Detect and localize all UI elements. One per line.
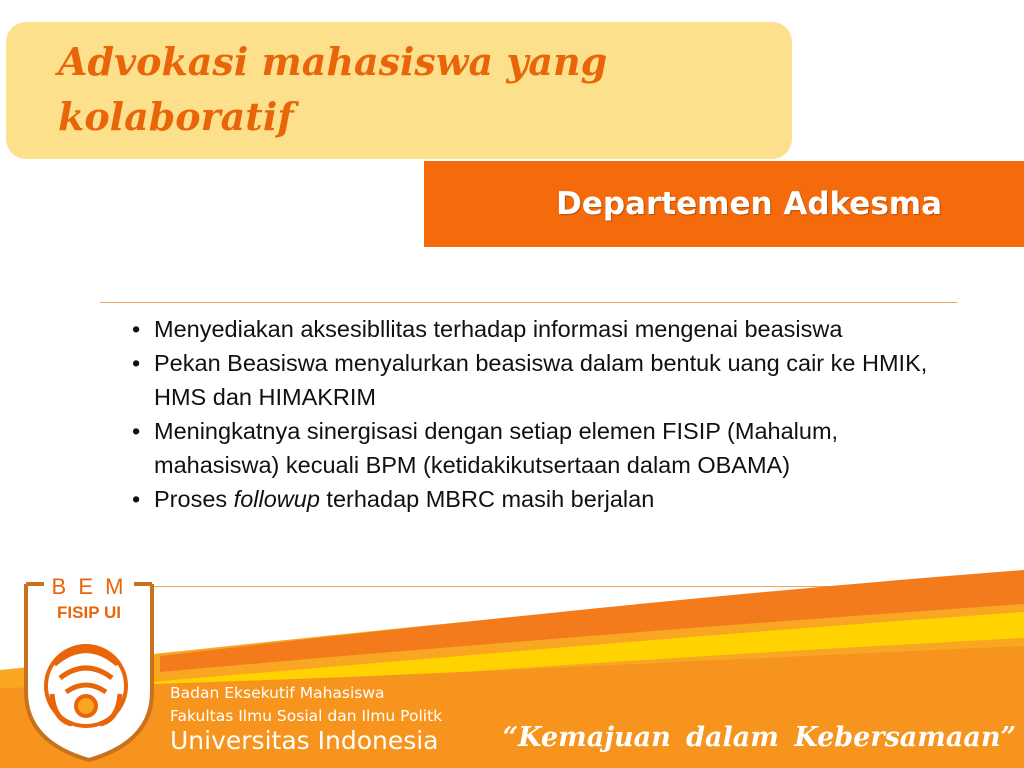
top-divider <box>100 302 957 303</box>
department-label: Departemen Adkesma <box>556 186 942 222</box>
footer-university: Universitas Indonesia <box>170 726 439 755</box>
slide-title <box>58 34 778 144</box>
bullet-text-post: terhadap MBRC masih berjalan <box>319 486 655 512</box>
bullet-text-emphasis: followup <box>233 486 320 512</box>
bullet-text: Meningkatnya sinergisasi dengan setiap elemen FISIP (Mahalum, mahasiswa) kecuali BPM (ketidakikutsertaan dalam OBAMA) <box>154 418 839 478</box>
bullet-item <box>132 482 952 516</box>
bullet-marker: • <box>132 418 141 444</box>
bem-fisip-ui-logo <box>24 574 154 764</box>
bullet-marker: • <box>132 316 141 342</box>
bullet-list <box>132 312 952 516</box>
bullet-text: Menyediakan aksesibllitas terhadap informasi mengenai beasiswa <box>154 316 843 342</box>
makara-emblem-icon <box>46 646 126 726</box>
logo-text-fisip: FISIP UI <box>57 603 121 622</box>
title-line-2: kolaboratif <box>58 94 294 139</box>
slogan: “Kemajuan dalam Kebersamaan” <box>502 722 1016 753</box>
logo-text-bem: B E M <box>51 574 127 599</box>
bullet-item <box>132 312 952 346</box>
footer-org-name: Badan Eksekutif Mahasiswa <box>170 684 385 702</box>
title-line-1: Advokasi mahasiswa yang <box>58 39 608 84</box>
bullet-marker: • <box>132 350 141 376</box>
bullet-text: Pekan Beasiswa menyalurkan beasiswa dalam bentuk uang cair ke HMIK, HMS dan HIMAKRIM <box>154 350 928 410</box>
bullet-item <box>132 346 952 414</box>
bullet-text-pre: Proses <box>154 486 234 512</box>
footer-faculty: Fakultas Ilmu Sosial dan Ilmu Politk <box>170 707 443 725</box>
bullet-item <box>132 414 952 482</box>
bullet-marker: • <box>132 486 141 512</box>
